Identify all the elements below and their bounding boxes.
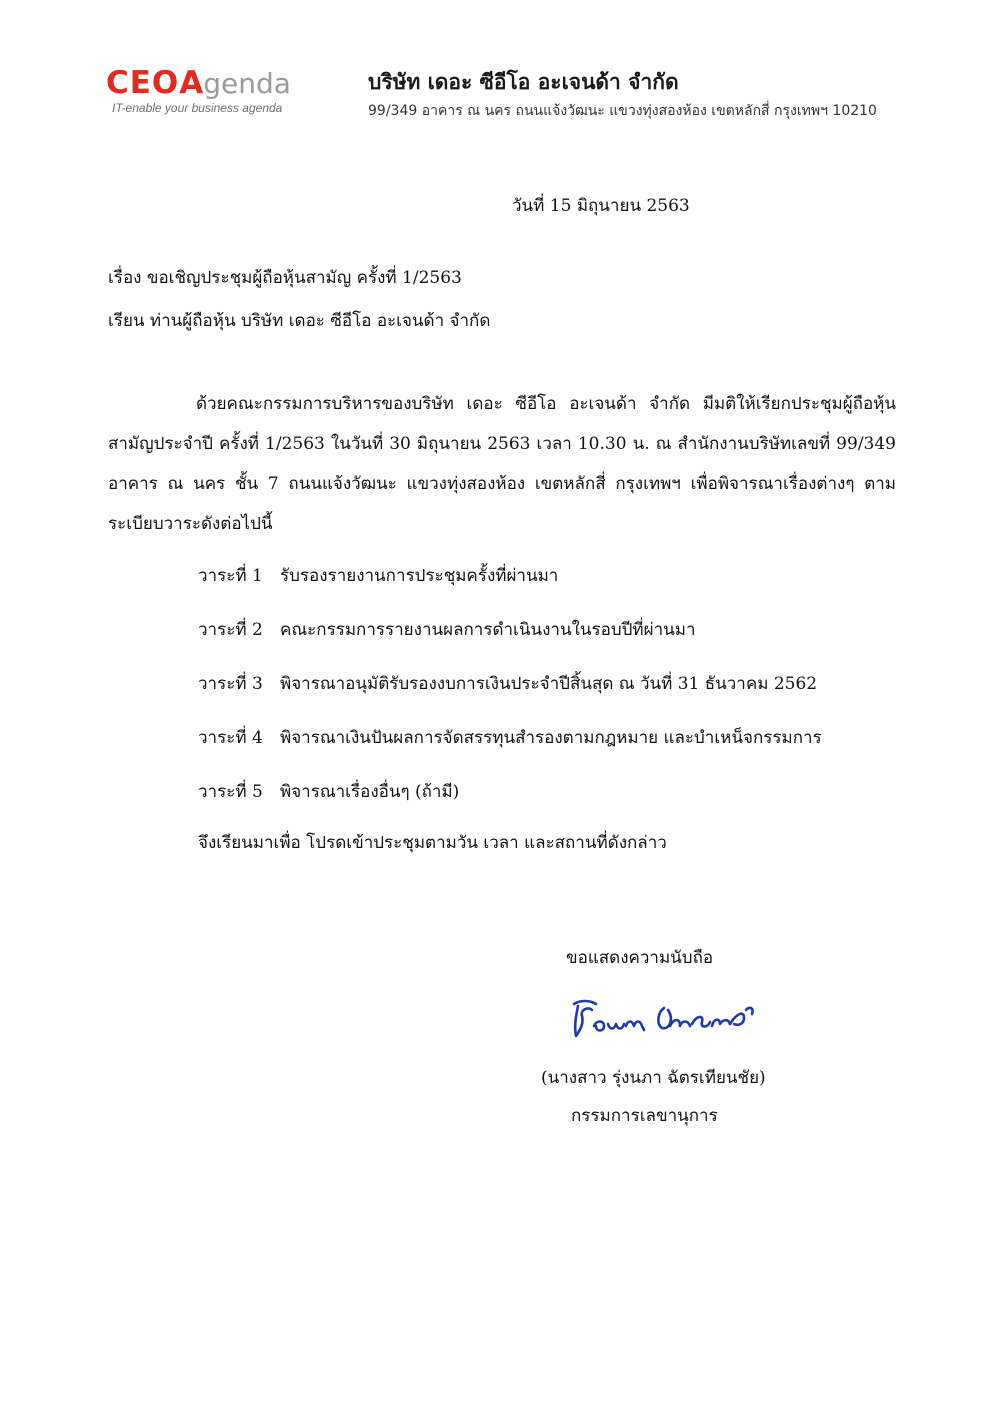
company-address: 99/349 อาคาร ณ นคร ถนนแจ้งวัฒนะ แขวงทุ่งสองห้อง เขตหลักสี่ กรุงเทพฯ 10210: [368, 103, 877, 119]
agenda-text: พิจารณาอนุมัติรับรองงบการเงินประจำปีสิ้นสุด ณ วันที่ 31 ธันวาคม 2562: [280, 674, 818, 694]
letter-body: ด้วยคณะกรรมการบริหารของบริษัท เดอะ ซีอีโอ อะเจนด้า จำกัด มีมติให้เรียกประชุมผู้ถือหุ้นสามัญประจำปี ครั้งที่ 1/2563 ในวันที่ 30 มิถุนายน 2563 เวลา 10.30 น. ณ สำนักงานบริษัทเลขที่ 99/349 อาคาร ณ นคร ชั้น 7 ถนนแจ้งวัฒนะ แขวงทุ่งสองห้อง เขตหลักสี่ กรุงเทพฯ เพื่อพิจารณาเรื่องต่างๆ ตามระเบียบวาระดังต่อไปนี้: [108, 394, 896, 534]
logo-wordmark: CEOAgenda: [106, 65, 291, 101]
logo-tagline: IT-enable your business agenda: [112, 101, 283, 115]
agenda-number: วาระที่ 4: [198, 728, 263, 748]
letter-regards: ขอแสดงความนับถือ: [566, 948, 714, 968]
agenda-text: รับรองรายงานการประชุมครั้งที่ผ่านมา: [280, 566, 559, 586]
letter-closing: จึงเรียนมาเพื่อ โปรดเข้าประชุมตามวัน เวลา และสถานที่ดังกล่าว: [198, 833, 667, 853]
agenda-item: [198, 562, 558, 589]
agenda-number: วาระที่ 5: [198, 782, 263, 802]
letter-date: วันที่ 15 มิถุนายน 2563: [512, 196, 690, 216]
agenda-item: [198, 616, 696, 643]
agenda-item: [198, 778, 459, 805]
letter-recipient: เรียน ท่านผู้ถือหุ้น บริษัท เดอะ ซีอีโอ อะเจนด้า จำกัด: [108, 311, 491, 331]
company-logo: [106, 66, 306, 120]
signer-name: (นางสาว รุ่งนภา ฉัตรเทียนชัย): [541, 1068, 766, 1088]
agenda-text: พิจารณาเรื่องอื่นๆ (ถ้ามี): [280, 782, 460, 802]
agenda-text: พิจารณาเงินปันผลการจัดสรรทุนสำรองตามกฎหมาย และบำเหน็จกรรมการ: [280, 728, 822, 748]
agenda-number: วาระที่ 1: [198, 566, 263, 586]
agenda-item: [198, 724, 822, 751]
handwritten-signature: [568, 996, 764, 1042]
agenda-text: คณะกรรมการรายงานผลการดำเนินงานในรอบปีที่ผ่านมา: [280, 620, 696, 640]
company-name: บริษัท เดอะ ซีอีโอ อะเจนด้า จำกัด: [368, 70, 679, 94]
signer-position: กรรมการเลขานุการ: [571, 1106, 718, 1126]
agenda-number: วาระที่ 2: [198, 620, 263, 640]
agenda-item: [198, 670, 817, 697]
letter-subject: เรื่อง ขอเชิญประชุมผู้ถือหุ้นสามัญ ครั้งที่ 1/2563: [108, 268, 462, 288]
agenda-number: วาระที่ 3: [198, 674, 263, 694]
